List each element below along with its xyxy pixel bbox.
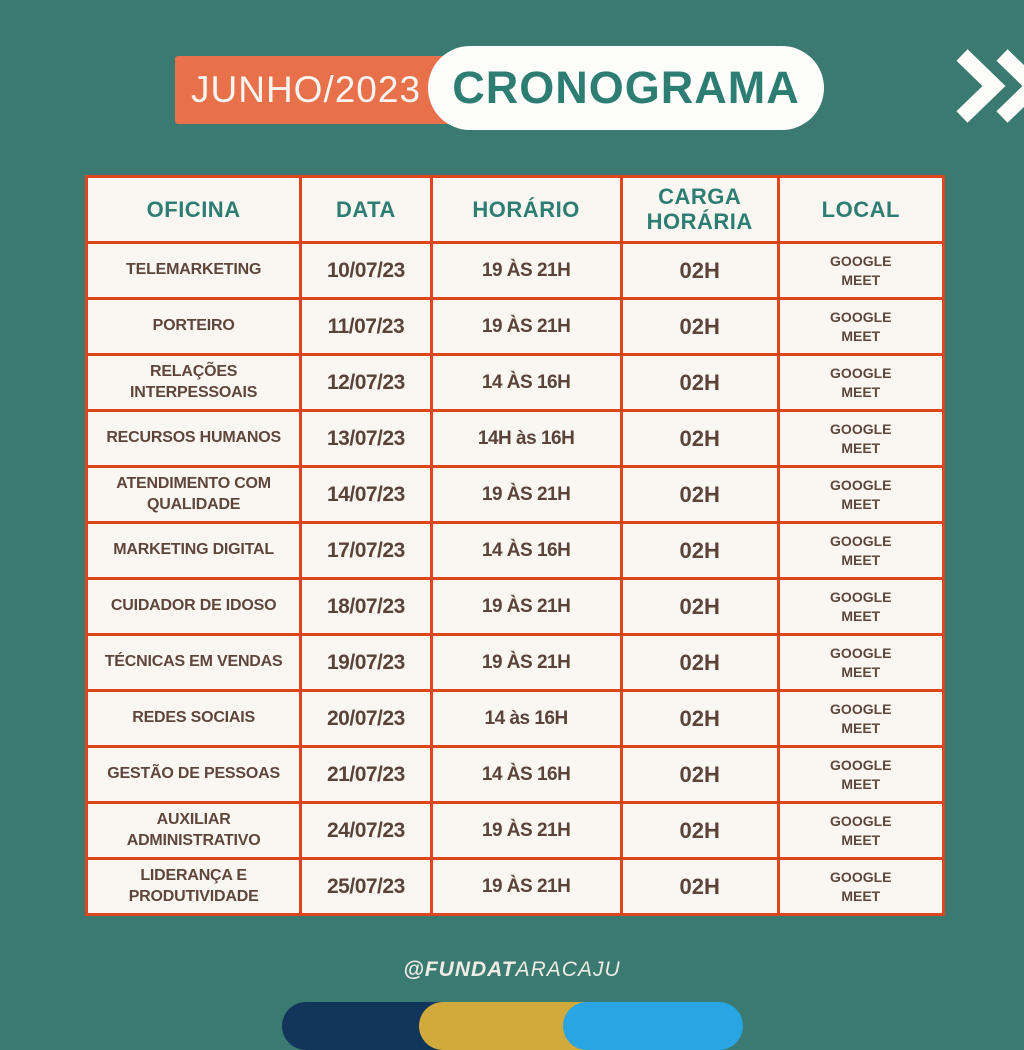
schedule-header-row	[87, 177, 944, 243]
cell-oficina: MARKETING DIGITAL	[87, 523, 301, 579]
cell-carga-horaria: 02H	[621, 635, 778, 691]
cell-data: 17/07/23	[301, 523, 431, 579]
cell-carga-horaria: 02H	[621, 859, 778, 915]
cell-horario: 14 ÀS 16H	[431, 523, 621, 579]
cell-local: GOOGLE MEET	[778, 411, 943, 467]
column-header-local: LOCAL	[778, 177, 943, 243]
cell-local: GOOGLE MEET	[778, 747, 943, 803]
table-row	[87, 299, 944, 355]
cell-oficina: LIDERANÇA E PRODUTIVIDADE	[87, 859, 301, 915]
cell-oficina: REDES SOCIAIS	[87, 691, 301, 747]
cell-data: 14/07/23	[301, 467, 431, 523]
cell-oficina: PORTEIRO	[87, 299, 301, 355]
cell-local: GOOGLE MEET	[778, 243, 943, 299]
cell-horario: 19 ÀS 21H	[431, 803, 621, 859]
cell-local: GOOGLE MEET	[778, 635, 943, 691]
cell-carga-horaria: 02H	[621, 467, 778, 523]
table-row	[87, 635, 944, 691]
social-handle-city: ARACAJU	[515, 958, 621, 981]
month-banner	[175, 56, 465, 124]
cell-horario: 19 ÀS 21H	[431, 467, 621, 523]
cell-horario: 19 ÀS 21H	[431, 859, 621, 915]
cell-local: GOOGLE MEET	[778, 803, 943, 859]
column-header-carga-horaria: CARGA HORÁRIA	[621, 177, 778, 243]
cell-oficina: RELAÇÕES INTERPESSOAIS	[87, 355, 301, 411]
cell-oficina: ATENDIMENTO COM QUALIDADE	[87, 467, 301, 523]
cell-oficina: RECURSOS HUMANOS	[87, 411, 301, 467]
cell-local: GOOGLE MEET	[778, 467, 943, 523]
cell-local: GOOGLE MEET	[778, 299, 943, 355]
title-pill	[428, 46, 824, 130]
table-row	[87, 523, 944, 579]
schedule-body	[87, 243, 944, 915]
cell-carga-horaria: 02H	[621, 243, 778, 299]
cell-data: 24/07/23	[301, 803, 431, 859]
month-label: JUNHO/2023	[191, 69, 422, 110]
page-title: CRONOGRAMA	[452, 62, 800, 113]
cell-horario: 14H às 16H	[431, 411, 621, 467]
column-header-oficina: OFICINA	[87, 177, 301, 243]
cell-horario: 19 ÀS 21H	[431, 243, 621, 299]
cell-local: GOOGLE MEET	[778, 859, 943, 915]
cell-horario: 19 ÀS 21H	[431, 299, 621, 355]
cell-oficina: TÉCNICAS EM VENDAS	[87, 635, 301, 691]
table-row	[87, 243, 944, 299]
table-row	[87, 859, 944, 915]
social-handle	[0, 958, 1024, 982]
cell-carga-horaria: 02H	[621, 355, 778, 411]
cell-horario: 14 ÀS 16H	[431, 747, 621, 803]
double-chevron-right-icon[interactable]	[954, 48, 1024, 124]
table-row	[87, 803, 944, 859]
cell-data: 20/07/23	[301, 691, 431, 747]
schedule-table	[85, 175, 945, 916]
cell-data: 21/07/23	[301, 747, 431, 803]
decor-pill-blue	[563, 1002, 743, 1050]
cell-horario: 14 ÀS 16H	[431, 355, 621, 411]
cell-horario: 14 às 16H	[431, 691, 621, 747]
column-header-data: DATA	[301, 177, 431, 243]
cell-carga-horaria: 02H	[621, 747, 778, 803]
cell-data: 11/07/23	[301, 299, 431, 355]
cell-data: 25/07/23	[301, 859, 431, 915]
cell-local: GOOGLE MEET	[778, 579, 943, 635]
cell-horario: 19 ÀS 21H	[431, 579, 621, 635]
cell-carga-horaria: 02H	[621, 691, 778, 747]
cell-oficina: CUIDADOR DE IDOSO	[87, 579, 301, 635]
table-row	[87, 467, 944, 523]
table-row	[87, 747, 944, 803]
cell-carga-horaria: 02H	[621, 523, 778, 579]
cell-local: GOOGLE MEET	[778, 355, 943, 411]
cell-data: 13/07/23	[301, 411, 431, 467]
cell-data: 18/07/23	[301, 579, 431, 635]
cell-local: GOOGLE MEET	[778, 691, 943, 747]
social-handle-brand: @FUNDAT	[403, 958, 516, 981]
cell-oficina: GESTÃO DE PESSOAS	[87, 747, 301, 803]
cell-data: 19/07/23	[301, 635, 431, 691]
table-row	[87, 411, 944, 467]
table-row	[87, 355, 944, 411]
cell-data: 12/07/23	[301, 355, 431, 411]
cell-data: 10/07/23	[301, 243, 431, 299]
cell-horario: 19 ÀS 21H	[431, 635, 621, 691]
cell-oficina: AUXILIAR ADMINISTRATIVO	[87, 803, 301, 859]
cell-carga-horaria: 02H	[621, 299, 778, 355]
cell-carga-horaria: 02H	[621, 803, 778, 859]
cell-carga-horaria: 02H	[621, 579, 778, 635]
table-row	[87, 691, 944, 747]
cell-oficina: TELEMARKETING	[87, 243, 301, 299]
column-header-horario: HORÁRIO	[431, 177, 621, 243]
cell-local: GOOGLE MEET	[778, 523, 943, 579]
cell-carga-horaria: 02H	[621, 411, 778, 467]
table-row	[87, 579, 944, 635]
